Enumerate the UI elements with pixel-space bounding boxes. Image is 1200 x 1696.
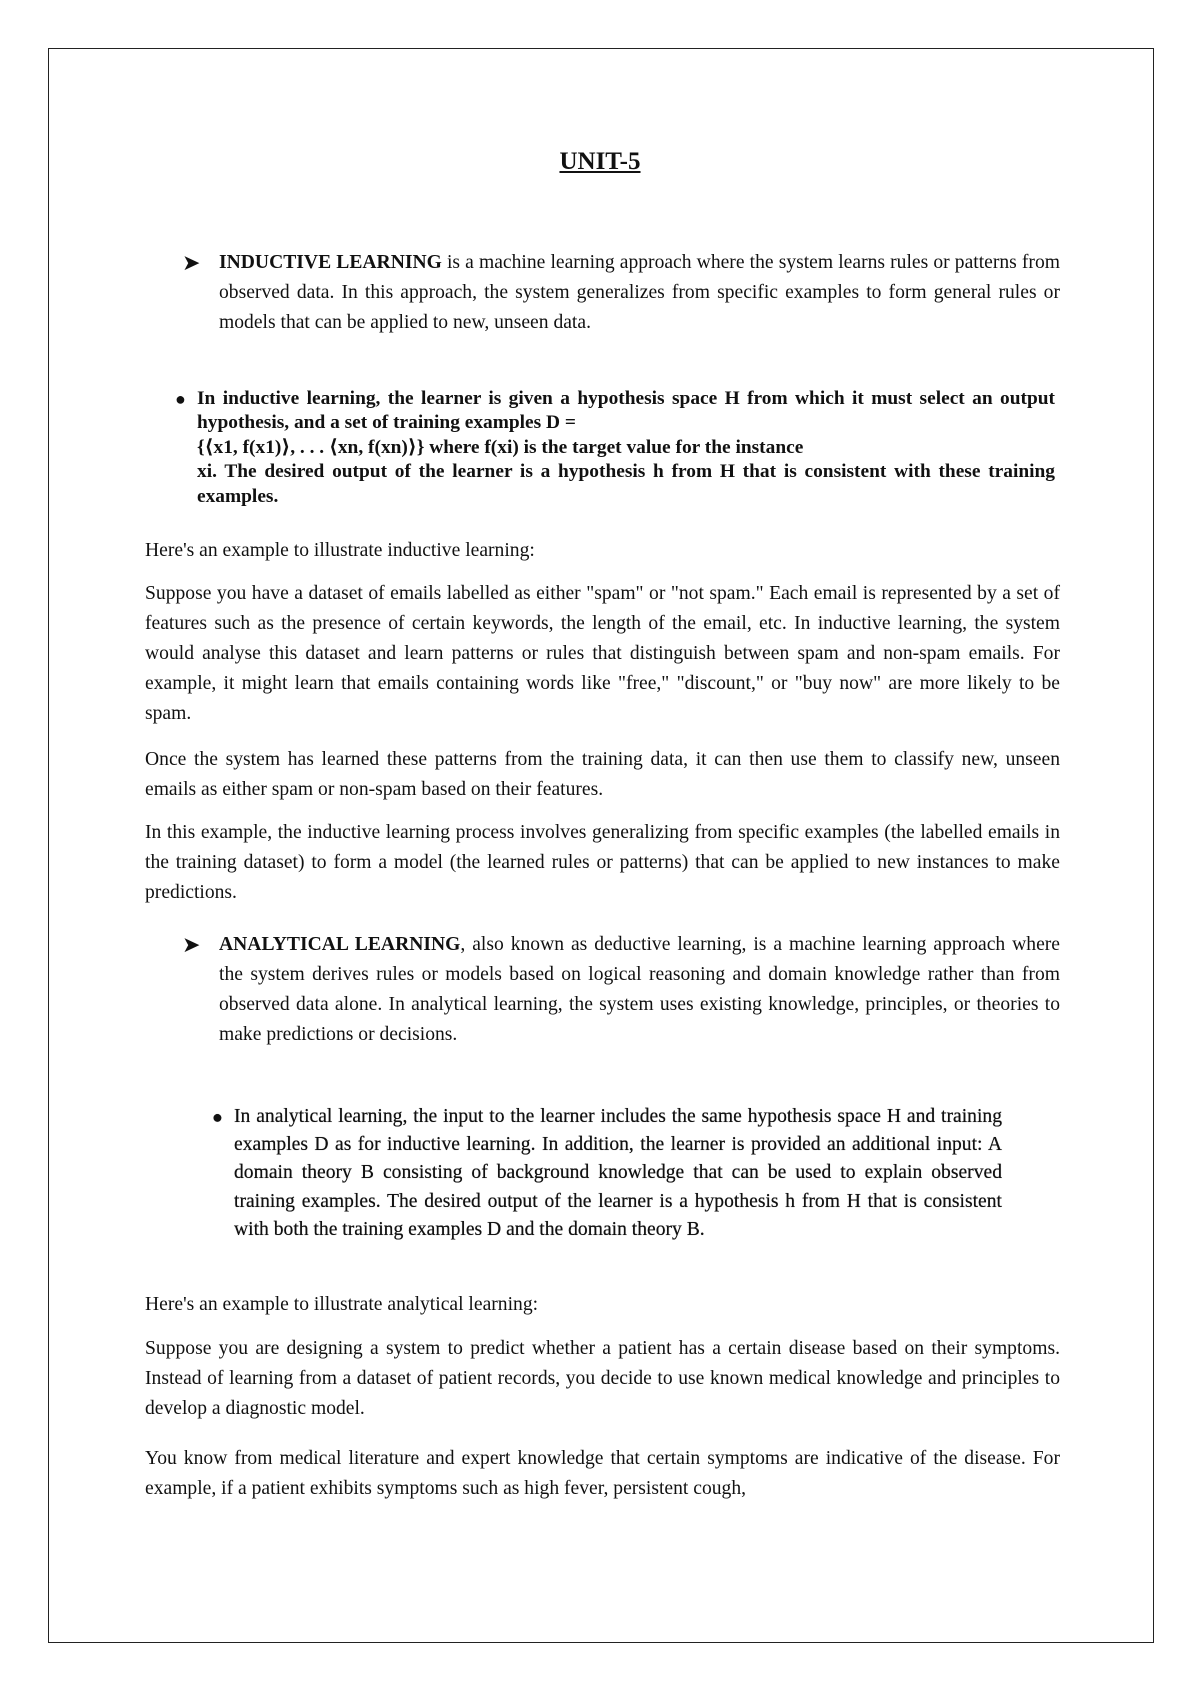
inductive-learning-heading: INDUCTIVE LEARNING xyxy=(219,252,442,273)
analytical-paragraph-2: You know from medical literature and expert knowledge that certain symptoms are indicative of the disease. For example, if a patient exhibits symptoms such as high fever, persistent cough, xyxy=(145,1448,1060,1499)
page-title: UNIT-5 xyxy=(559,148,641,175)
inductive-excerpt-line-a: In inductive learning, the learner is given a hypothesis space H from which it must select an output hypothesis, and a set of training examples D = xyxy=(197,388,1055,434)
analytical-learning-definition: , also known as deductive learning, is a machine learning approach where the system derives rules or models based on logical reasoning and domain knowledge rather than from observed data alone. In analytical learning, the system uses existing knowledge, principles, or theories to make predictions or decisions. xyxy=(219,934,1060,1045)
inductive-excerpt-line-c: xi. The desired output of the learner is a hypothesis h from H that is consistent with these training examples. xyxy=(197,461,1055,507)
inductive-excerpt-math: {⟨x1, f(x1)⟩, . . . ⟨xn, f(xn)⟩} where f(xi) is the target value for the instance xyxy=(197,436,804,458)
analytical-learning-heading: ANALYTICAL LEARNING xyxy=(219,934,461,955)
dot-bullet-icon: ● xyxy=(212,1107,223,1127)
inductive-learning-definition: is a machine learning approach where the system learns rules or patterns from observed data. In this approach, the system generalizes from specific examples to form general rules or models that can be applied to new, unseen data. xyxy=(219,252,1060,333)
inductive-paragraph-3: In this example, the inductive learning process involves generalizing from specific examples (the labelled emails in the training dataset) to form a model (the learned rules or patterns) that can be applied to new instances to make predictions. xyxy=(145,822,1060,903)
analytical-textbook-excerpt xyxy=(212,1103,1002,1244)
inductive-learning-item xyxy=(183,248,1060,338)
inductive-textbook-excerpt xyxy=(175,387,1055,509)
analytical-excerpt-text: In analytical learning, the input to the learner includes the same hypothesis space H and training examples D as for inductive learning. In addition, the learner is provided an additional input: A domain theory B consisting of background knowledge that can be used to explain observed training examples. The desired output of the learner is a hypothesis h from H that is consistent with both the training examples D and the domain theory B. xyxy=(234,1106,1002,1240)
arrow-bullet-icon: ➤ xyxy=(182,250,201,275)
analytical-learning-item xyxy=(183,930,1060,1050)
inductive-example-intro: Here's an example to illustrate inductive learning: xyxy=(145,540,535,561)
dot-bullet-icon: ● xyxy=(175,389,186,409)
analytical-example-intro: Here's an example to illustrate analytical learning: xyxy=(145,1294,539,1315)
inductive-paragraph-2: Once the system has learned these patterns from the training data, it can then use them to classify new, unseen emails as either spam or non-spam based on their features. xyxy=(145,749,1060,800)
inductive-paragraph-1: Suppose you have a dataset of emails labelled as either "spam" or "not spam." Each email is represented by a set of features such as the presence of certain keywords, the length of the email, etc. In inductive learning, the system would analyse this dataset and learn patterns or rules that distinguish between spam and non-spam emails. For example, it might learn that emails containing words like "free," "discount," or "buy now" are more likely to be spam. xyxy=(145,583,1060,724)
arrow-bullet-icon: ➤ xyxy=(182,932,201,957)
analytical-paragraph-1: Suppose you are designing a system to predict whether a patient has a certain disease based on their symptoms. Instead of learning from a dataset of patient records, you decide to use known medical knowledge and principles to develop a diagnostic model. xyxy=(145,1338,1060,1419)
